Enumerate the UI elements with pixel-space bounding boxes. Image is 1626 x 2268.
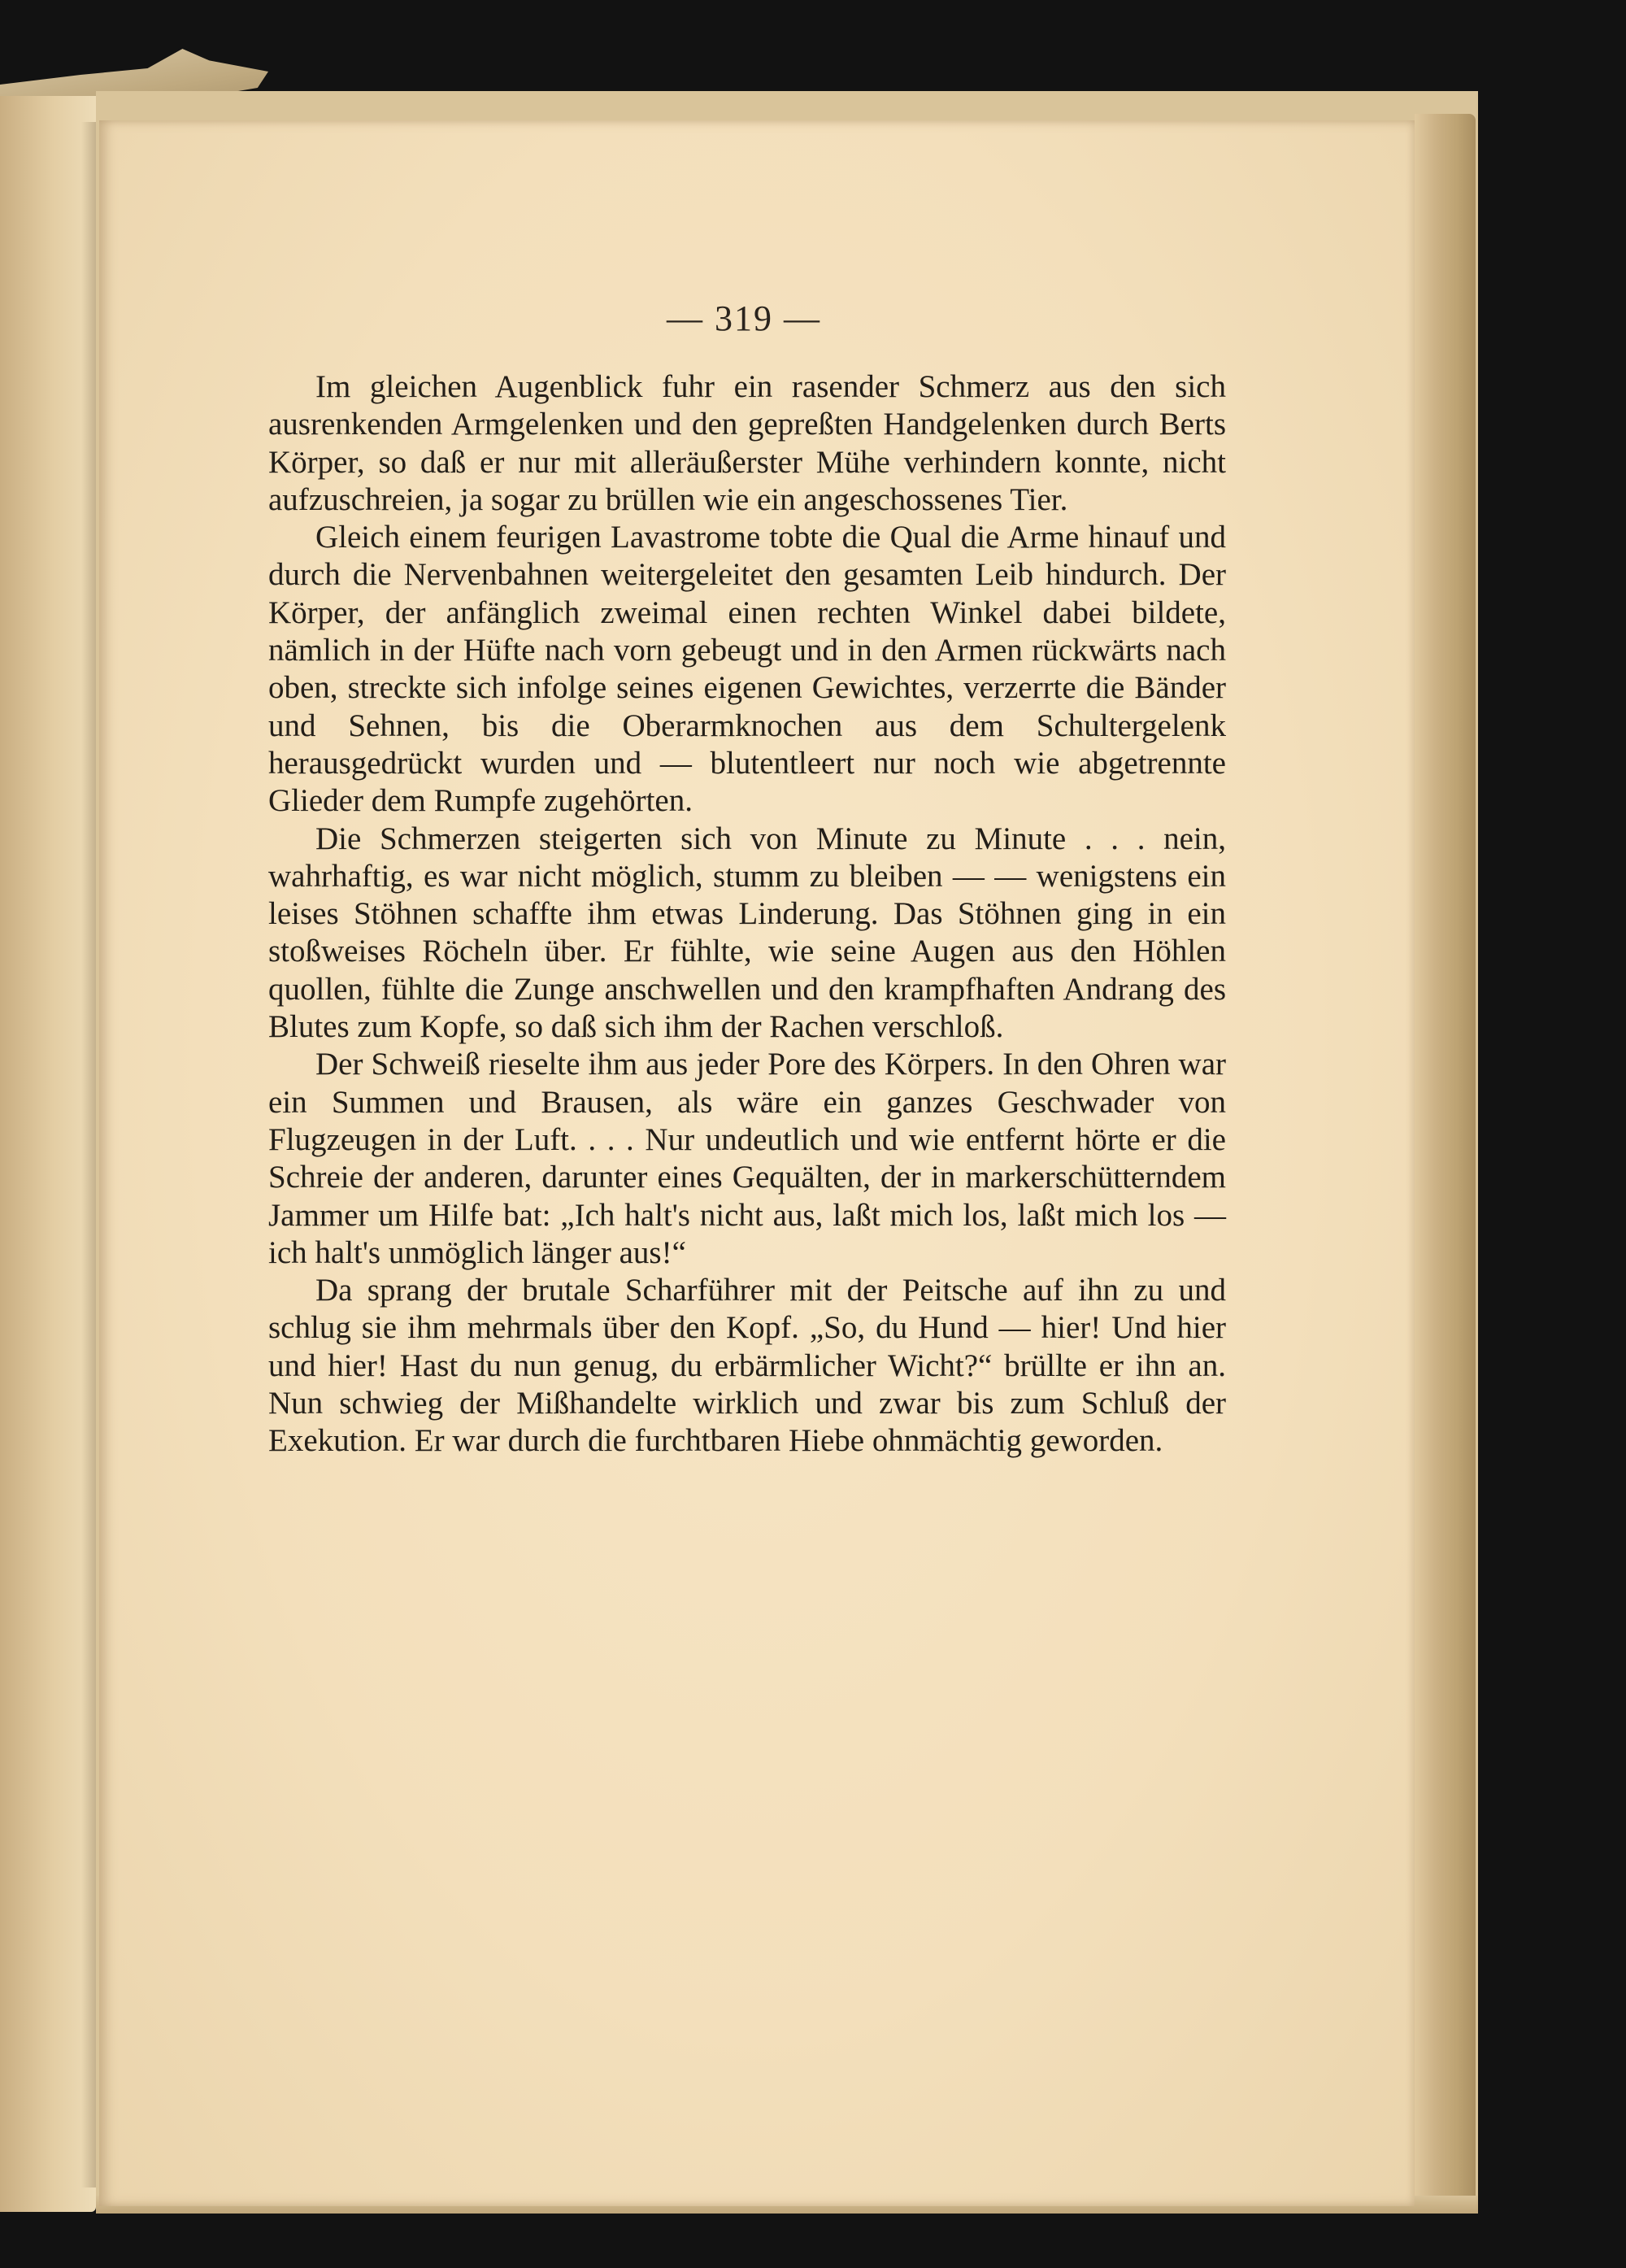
paragraph: Im gleichen Augenblick fuhr ein rasender Schmerz aus den sich ausrenkenden Armgelenken und den gepreßten Handgelenken durch Berts Körper, so daß er nur mit alleräußerster Mühe verhindern konnte, nicht aufzuschreien, ja sogar zu brüllen wie ein angeschossenes Tier. [268, 369, 1226, 517]
body-text [268, 368, 1226, 1460]
page-stack-edge [1415, 114, 1476, 2212]
page-number: — 319 — [667, 298, 821, 338]
paragraph: Der Schweiß rieselte ihm aus jeder Pore des Körpers. In den Ohren war ein Summen und Brausen, als wäre ein ganzes Geschwader von Flugzeugen in der Luft. . . . Nur undeutlich und wie entfernt hörte er die Schreie der anderen, darunter eines Gequälten, der in markerschütterndem Jammer um Hilfe bat: „Ich halt's nicht aus, laßt mich los, laßt mich los — ich halt's unmöglich länger aus!“ [268, 1047, 1226, 1270]
paragraph: Gleich einem feurigen Lavastrome tobte die Qual die Arme hinauf und durch die Nervenbahnen weitergeleitet den gesamten Leib hindurch. Der Körper, der anfänglich zweimal einen rechten Winkel dabei bildete, nämlich in der Hüfte nach vorn gebeugt und in den Armen rückwärts nach oben, streckte sich infolge seines eigenen Gewichtes, verzerrte die Bänder und Sehnen, bis die Oberarmknochen aus dem Schultergelenk herausgedrückt wurden und — blutentleert nur noch wie abgetrennte Glieder dem Rumpfe zugehörten. [268, 520, 1226, 819]
left-page-gutter-shadow [81, 122, 98, 2187]
paragraph: Die Schmerzen steigerten sich von Minute zu Minute . . . nein, wahrhaftig, es war nicht möglich, stumm zu bleiben — — wenigstens ein leises Stöhnen schaffte ihm etwas Linderung. Das Stöhnen ging in ein stoßweises Röcheln über. Er fühlte, wie seine Augen aus den Höhlen quollen, fühlte die Zunge anschwellen und den krampfhaften Andrang des Blutes zum Kopfe, so daß sich ihm der Rachen verschloß. [268, 821, 1226, 1045]
paragraph: Da sprang der brutale Scharführer mit der Peitsche auf ihn zu und schlug sie ihm mehrmals über den Kopf. „So, du Hund — hier! Und hier und hier! Hast du nun genug, du erbärmlicher Wicht?“ brüllte er ihn an. Nun schwieg der Mißhandelte wirklich und zwar bis zum Schluß der Exekution. Er war durch die furchtbaren Hiebe ohnmächtig geworden. [268, 1273, 1226, 1459]
book-page [99, 120, 1415, 2206]
